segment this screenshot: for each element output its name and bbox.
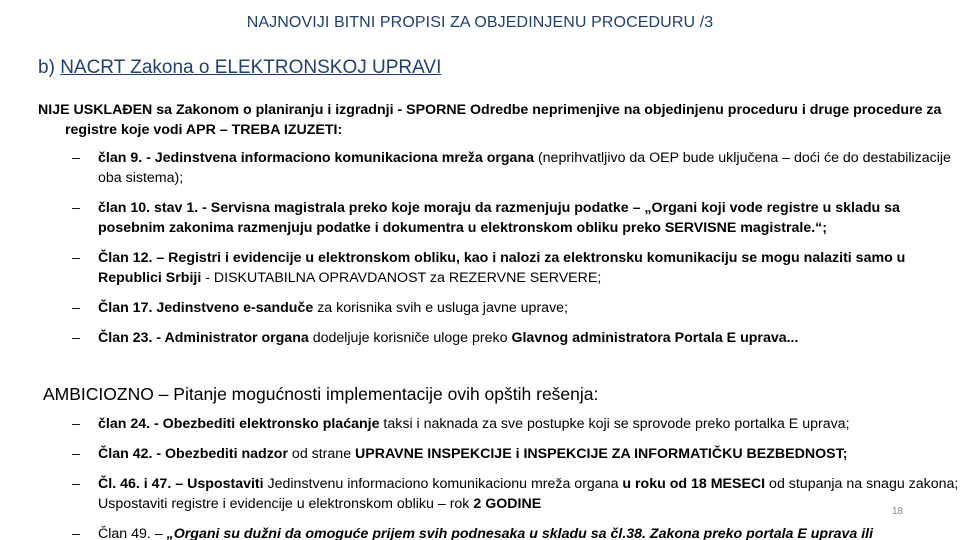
dash-bullet: – xyxy=(72,416,80,432)
item-bold: Član 17. Jedinstveno e-sandučе xyxy=(98,300,314,316)
item-text: za korisnika svih e usluga javne uprave; xyxy=(313,300,568,316)
item-bold: Čl. 46. i 47. – Uspostaviti xyxy=(98,476,264,492)
dash-bullet: – xyxy=(72,526,80,540)
slide-title: NAJNOVIJI BITNI PROPISI ZA OBJEDINJENU PROCEDURU /3 xyxy=(246,14,714,31)
intro-paragraph: NIJE USKLAĐEN sa Zakonom o planiranju i izgradnji - SPORNE Odredbe neprimenjive na objedinjenu proceduru i druge procedure za registre koje vodi APR – TREBA IZUZETI: xyxy=(38,102,942,138)
list-item xyxy=(72,298,960,318)
item-text: Član 49. – xyxy=(98,526,167,540)
item-bold-2: UPRAVNE INSPEKCIJE i INSPEKCIJE ZA INFORMATIČKU BEZBEDNOST; xyxy=(355,446,848,462)
list-item xyxy=(72,148,960,188)
dash-bullet: – xyxy=(72,150,80,166)
ambiciozno-heading: AMBICIOZNO – Pitanje mogućnosti implementacije ovih opštih rešenja: xyxy=(43,384,599,404)
list-item xyxy=(72,414,960,434)
slide-subtitle xyxy=(38,57,441,79)
item-text-2: od stupanja na snagu zakona; Uspostaviti registre i evidencije u elektronskom obliku – rok xyxy=(98,476,959,512)
list-item xyxy=(72,248,960,288)
item-bold: Član 42. - Obezbediti nadzor xyxy=(98,446,288,462)
dash-bullet: – xyxy=(72,446,80,462)
item-text: (neprihvatljivo da OEP bude uključena – doći će do destabilizacije oba sistema); xyxy=(98,150,951,186)
list-item xyxy=(72,474,960,514)
dash-bullet: – xyxy=(72,330,80,346)
dash-bullet: – xyxy=(72,300,80,316)
spornе-odredbe-list xyxy=(72,148,960,358)
list-item xyxy=(72,198,960,238)
item-bold: član 10. stav 1. - Servisna magistrala preko koje moraju da razmenjuju podatke – „Organi koji vode registre u skladu sa posebnim zakonima razmenjuju podatke i dokumentra u elektronskom obliku preko SERVISNE magistrale.“; xyxy=(98,200,900,236)
item-bold-italic: „Organi su dužni da omoguće prijem svih podnesaka u skladu sa čl.38. Zakona preko portala E uprava ili xyxy=(166,526,874,540)
list-item xyxy=(72,328,960,348)
item-text: taksi i naknada za sve postupke koji se sprovode preko portalka E uprava; xyxy=(379,416,850,432)
item-text: od strane xyxy=(287,446,356,462)
subtitle-prefix: b) xyxy=(38,57,61,78)
list-item xyxy=(72,444,960,464)
item-text: - DISKUTABILNA OPRAVDANOST za REZERVNE SERVERE; xyxy=(201,270,602,286)
item-text: dodeljuje korisniče uloge preko xyxy=(308,330,512,346)
page-number: 18 xyxy=(892,506,904,517)
list-item xyxy=(72,524,960,540)
item-bold: član 9. - Jedinstvena informaciono komunikaciona mreža organa xyxy=(98,150,534,166)
dash-bullet: – xyxy=(72,250,80,266)
item-bold-2: u roku od 18 MESECI xyxy=(622,476,766,492)
item-bold: član 24. - Obezbediti elektronsko plaćanje xyxy=(98,416,380,432)
item-text: Jedinstvenu informaciono komunikacionu mreža organa xyxy=(263,476,623,492)
ambiciozno-list xyxy=(72,414,960,540)
item-bold: Član 23. - Administrator organa xyxy=(98,330,309,346)
item-bold-2: Glavnog administratora Portala E uprava... xyxy=(511,330,799,346)
item-bold-3: 2 GODINE xyxy=(473,496,542,512)
item-bold: Član 12. – Registri i evidencije u elektronskom obliku, kao i nalozi za elektronsku komunikaciju se mogu nalaziti samo u Republici Srbiji xyxy=(98,250,906,286)
dash-bullet: – xyxy=(72,200,80,216)
dash-bullet: – xyxy=(72,476,80,492)
subtitle-text: NACRT Zakona o ELEKTRONSKOJ UPRAVI xyxy=(60,57,442,78)
